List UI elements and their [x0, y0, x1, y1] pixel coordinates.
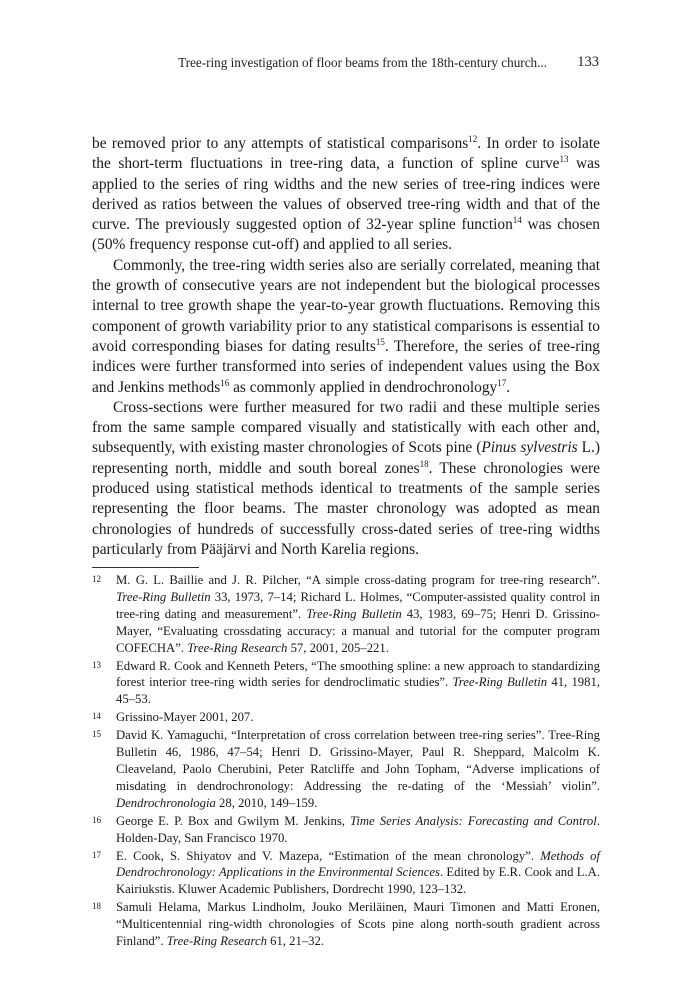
- text-run: 41, 1981, 45–53.: [116, 675, 600, 707]
- footnote: [92, 899, 600, 950]
- text-run: E. Cook, S. Shiyatov and V. Mazepa, “Estimation of the mean chronology”.: [116, 848, 541, 863]
- text-run: 28, 2010, 149–159.: [215, 795, 318, 810]
- page-number: 133: [577, 54, 599, 70]
- text-run: as commonly applied in dendrochronology: [229, 378, 498, 396]
- text-run: . Holden-Day, San Francisco 1970.: [116, 813, 600, 845]
- footnote-number: 12: [92, 574, 101, 584]
- text-run: . In order to isolate the short-term fluctuations in tree-ring data, a function of spline curve: [92, 135, 600, 173]
- italic-text: Pinus sylvestris: [481, 439, 578, 457]
- footnote: [92, 709, 600, 726]
- text-run: 43, 1983, 69–75; Henri D. Grissino-Mayer, “Evaluating crossdating accuracy: a manual and tutorial for the computer program COFECHA”.: [116, 606, 600, 655]
- text-run: Grissino-Mayer 2001, 207.: [116, 710, 254, 725]
- text-run: David K. Yamaguchi, “Interpretation of cross correlation between tree-ring series”. Tree-Ring Bulletin 46, 1986, 47–54; Henri D. Grissino-Mayer, Paul R. Sheppard, Malcolm K. Cleaveland, Paolo Cherubini, Peter Ratcliffe and John Topham, “Adverse implications of misdating in dendrochronology: Addressing the re-dating of the ‘Messiah’ violin”.: [116, 728, 600, 793]
- text-run: 61, 21–32.: [266, 934, 325, 949]
- footnote-ref[interactable]: 16: [220, 377, 230, 388]
- footnote-ref[interactable]: 18: [419, 458, 429, 469]
- footnote-ref[interactable]: 14: [512, 215, 522, 226]
- footnote: [92, 572, 600, 657]
- page-header: [0, 55, 692, 73]
- footnote-ref[interactable]: 13: [559, 154, 569, 165]
- footnote-ref[interactable]: 17: [497, 377, 507, 388]
- text-run: Edward R. Cook and Kenneth Peters, “The smoothing spline: a new approach to standardizing forest interior tree-ring width series for dendroclimatic studies”.: [116, 658, 600, 690]
- italic-text: Tree-Ring Bulletin: [452, 675, 548, 690]
- text-run: M. G. L. Baillie and J. R. Pilcher, “A simple cross-dating program for tree-ring research”.: [116, 573, 600, 587]
- text-run: be removed prior to any attempts of statistical comparisons: [92, 135, 469, 152]
- footnote-number: 16: [92, 814, 101, 825]
- text-run: . These chronologies were produced using statistical methods identical to treatments of the sample series representing the floor beams. The master chronology was adopted as mean chronologies of hundreds of successfully cross-dated series of tree-ring widths particularly from Pääjärvi and North Karelia regions.: [92, 459, 600, 558]
- footnote-number: 15: [92, 729, 101, 740]
- footnote-number: 13: [92, 659, 101, 670]
- body-paragraph: [92, 134, 600, 256]
- footnote-number: 17: [92, 849, 101, 860]
- text-run: . Edited by E.R. Cook and L.A. Kairiukstis. Kluwer Academic Publishers, Dordrecht 1990, 123–132.: [116, 865, 600, 897]
- italic-text: Tree-Ring Bulletin: [306, 606, 402, 621]
- text-run: .: [506, 378, 511, 396]
- text-run: George E. P. Box and Gwilym M. Jenkins,: [116, 813, 350, 828]
- text-run: Cross-sections were further measured for two radii and these multiple series from the same sample compared visually and statistically with each other and, subsequently, with existing master chronologies of Scots pine (: [92, 398, 600, 457]
- text-run: 33, 1973, 7–14; Richard L. Holmes, “Computer-assisted quality control in tree-ring dating and measurement”.: [116, 589, 600, 621]
- footnote: [92, 658, 600, 709]
- text-run: . Therefore, the series of tree-ring indices were further transformed into series of independent values using the Box and Jenkins methods: [92, 337, 600, 396]
- footnote-ref[interactable]: 12: [468, 134, 478, 144]
- footnote: [92, 848, 600, 899]
- footnote-ref[interactable]: 15: [375, 336, 385, 347]
- italic-text: Dendrochronologia: [116, 795, 216, 810]
- text-run: was chosen (50% frequency response cut-off) and applied to all series.: [92, 216, 600, 254]
- text-run: Commonly, the tree-ring width series also are serially correlated, meaning that the growth of consecutive years are not independent but the biological processes internal to tree growth shape the year-to-year growth fluctuations. Removing this component of growth variability prior to any statistical comparisons is essential to avoid corresponding biases for dating results: [92, 256, 600, 355]
- text-run: Samuli Helama, Markus Lindholm, Jouko Meriläinen, Mauri Timonen and Matti Eronen, “Multicentennial ring-width chronologies of Scots pine along north-south gradient across Finland”.: [116, 900, 600, 949]
- footnote-number: 14: [92, 711, 101, 722]
- body-text: [92, 134, 600, 560]
- footnote-separator: [92, 567, 199, 568]
- italic-text: Tree-Ring Research: [166, 934, 267, 949]
- footnote: [92, 813, 600, 847]
- running-title: Tree-ring investigation of floor beams from the 18th-century church...: [178, 55, 548, 70]
- italic-text: Methods of Dendrochronology: Applications in the Environmental Sciences: [116, 848, 600, 880]
- text-run: 57, 2001, 205–221.: [287, 640, 389, 655]
- footnotes: [92, 572, 600, 951]
- text-run: was applied to the series of ring widths and the new series of tree-ring indices were derived as ratios between the values of observed tree-ring width and that of the curve. The previously suggested option of 32-year spline function: [92, 155, 600, 234]
- italic-text: Tree-Ring Research: [187, 640, 288, 655]
- italic-text: Tree-Ring Bulletin: [116, 589, 211, 604]
- footnote: [92, 727, 600, 812]
- text-run: L.) representing north, middle and south boreal zones: [92, 439, 600, 477]
- body-paragraph: [92, 256, 600, 398]
- body-paragraph: [92, 398, 600, 560]
- italic-text: Time Series Analysis: Forecasting and Control: [350, 813, 597, 828]
- footnote-number: 18: [92, 901, 101, 912]
